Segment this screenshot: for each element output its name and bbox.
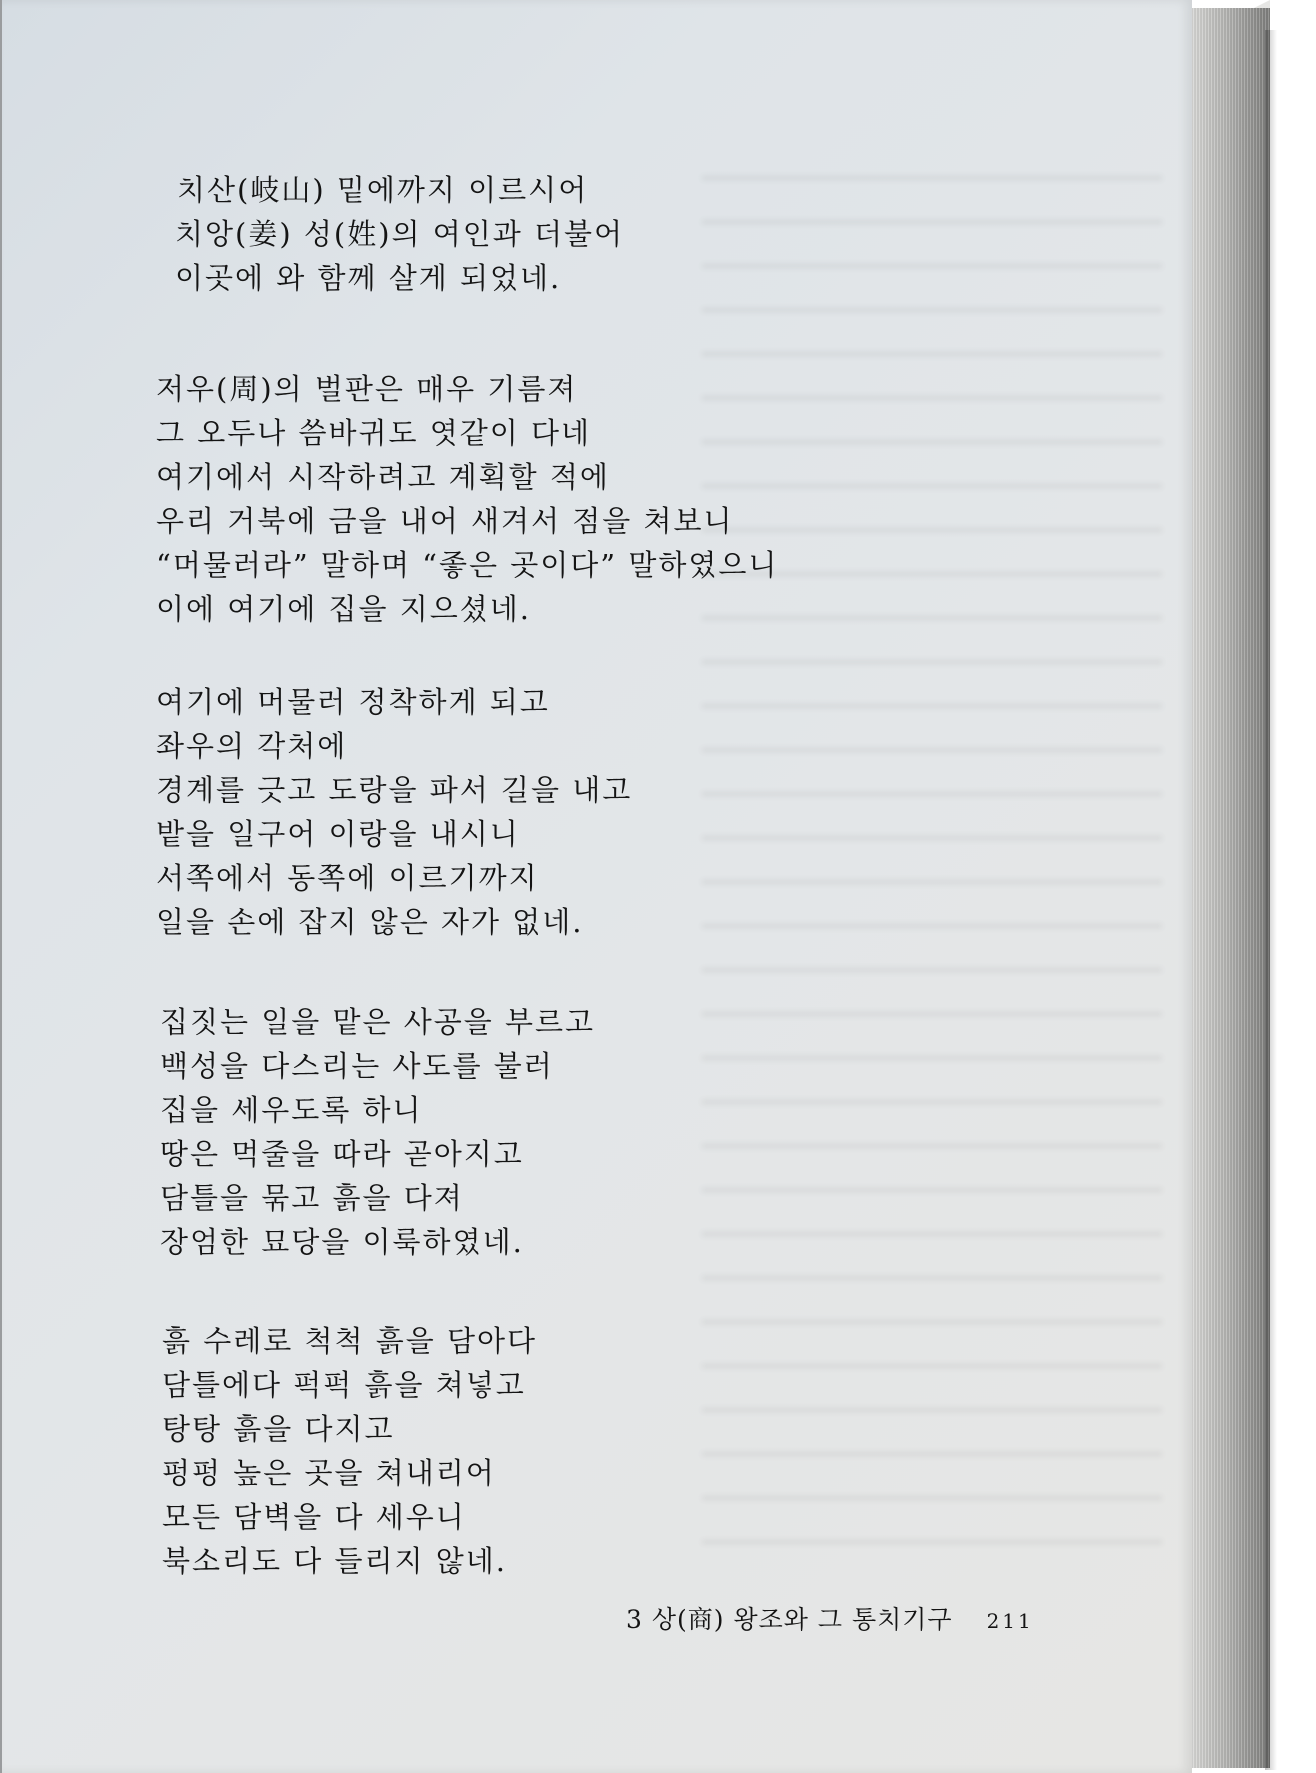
running-head: 3 상(商) 왕조와 그 통치기구 (626, 1605, 953, 1634)
poem-line: 밭을 일구어 이랑을 내시니 (156, 817, 520, 851)
poem-line: 집을 세우도록 하니 (160, 1093, 423, 1127)
poem-line: 이곳에 와 함께 살게 되었네. (175, 261, 562, 295)
poem-line: 그 오두나 씀바귀도 엿같이 다네 (156, 416, 592, 450)
poem-line: 흙 수레로 척척 흙을 담아다 (162, 1324, 538, 1358)
poem-line: 탕탕 흙을 다지고 (162, 1412, 395, 1446)
poem-line: 일을 손에 잡지 않은 자가 없네. (156, 905, 584, 939)
poem-line: 치산(岐山) 밑에까지 이르시어 (177, 173, 589, 207)
poem-line: 담틀에다 퍽퍽 흙을 쳐넣고 (162, 1368, 526, 1402)
poem-line: 모든 담벽을 다 세우니 (162, 1500, 466, 1534)
poem-line: 서쪽에서 동쪽에 이르기까지 (156, 861, 539, 895)
poem-line: 백성을 다스리는 사도를 불러 (160, 1049, 554, 1083)
poem-line: 펑펑 높은 곳을 쳐내리어 (162, 1456, 496, 1490)
poem-line: 경계를 긋고 도랑을 파서 길을 내고 (156, 773, 633, 807)
poem-line: 여기에 머물러 정착하게 되고 (156, 685, 550, 719)
stanza-2 (156, 367, 778, 631)
stanza-3 (156, 680, 632, 944)
page-number: 211 (986, 1609, 1034, 1633)
stanza-5 (162, 1319, 537, 1583)
poem-line: 여기에서 시작하려고 계획할 적에 (156, 460, 610, 494)
poem-line: 땅은 먹줄을 따라 곧아지고 (160, 1137, 524, 1171)
stanza-1 (177, 168, 624, 300)
poem-line: 우리 거북에 금을 내어 새겨서 점을 쳐보니 (156, 504, 734, 538)
poem-line: 장엄한 묘당을 이룩하였네. (160, 1225, 524, 1259)
poem-line: 북소리도 다 들리지 않네. (162, 1544, 508, 1578)
poem-line: 치앙(姜) 성(姓)의 여인과 더불어 (175, 217, 625, 251)
poem-line: 이에 여기에 집을 지으셨네. (156, 592, 532, 626)
poem-line: 집짓는 일을 맡은 사공을 부르고 (160, 1005, 596, 1039)
poem-line: 저우(周)의 벌판은 매우 기름져 (156, 372, 578, 406)
book-page-edges (1190, 8, 1270, 1768)
poem-line: 좌우의 각처에 (156, 729, 348, 763)
poem-line: 담틀을 묶고 흙을 다져 (160, 1181, 464, 1215)
bleed-through-texture (702, 150, 1162, 1550)
poem-line: “머물러라” 말하며 “좋은 곳이다” 말하였으니 (156, 548, 779, 582)
page-footer (626, 1600, 1034, 1636)
stanza-4 (160, 1000, 595, 1264)
page-edge-shadow (1265, 30, 1277, 1770)
